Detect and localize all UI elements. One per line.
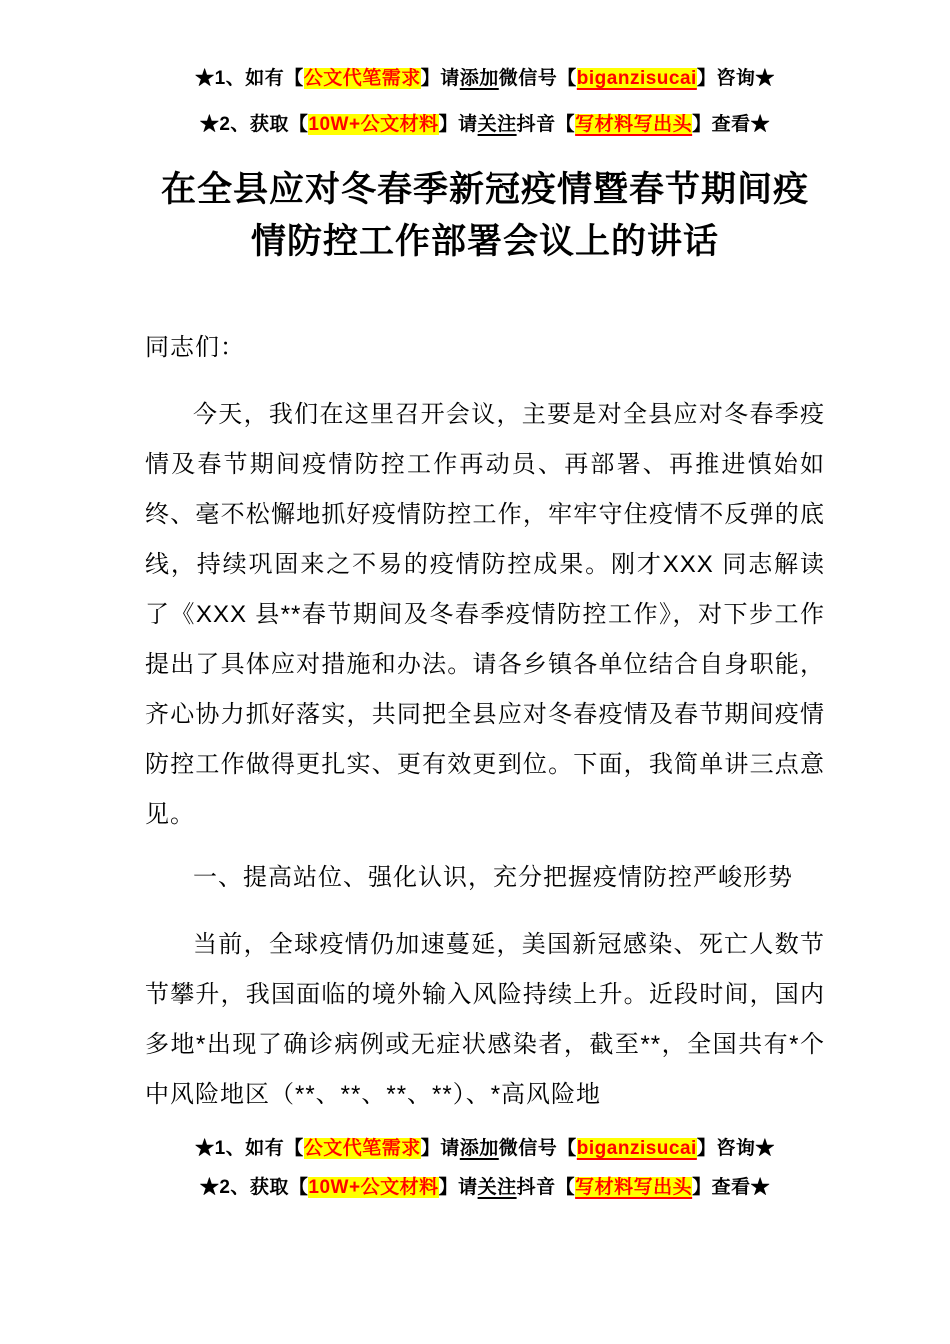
notice-text: 微信号【 xyxy=(498,68,577,89)
document-content xyxy=(145,66,825,1201)
notice-text: 】查看★ xyxy=(692,1177,771,1198)
notice-text: 】咨询★ xyxy=(696,1138,775,1159)
notice-text: 】查看★ xyxy=(692,114,771,135)
notice-text: 】请 xyxy=(438,1177,478,1198)
underlined-action: 添加 xyxy=(459,68,499,89)
header-notice-line-1 xyxy=(145,66,825,92)
wechat-id: biganzisucai xyxy=(576,68,697,89)
greeting: 同志们： xyxy=(145,334,245,361)
notice-text: 】请 xyxy=(420,68,460,89)
highlighted-keyword: 公文代笔需求 xyxy=(303,68,421,89)
douyin-id: 写材料写出头 xyxy=(575,1177,693,1198)
douyin-id: 写材料写出头 xyxy=(575,114,693,135)
footer-notice-line-2 xyxy=(145,1175,825,1201)
notice-text: ★2、获取【 xyxy=(199,114,309,135)
header-notice-line-2 xyxy=(145,112,825,138)
header-notices xyxy=(145,66,825,138)
notice-text: 抖音【 xyxy=(516,1177,576,1198)
notice-text: 】请 xyxy=(420,1138,460,1159)
footer-notice-line-1 xyxy=(145,1136,825,1162)
paragraph: 当前，全球疫情仍加速蔓延，美国新冠感染、死亡人数节节攀升，我国面临的境外输入风险持续上升。近段时间，国内多地*出现了确诊病例或无症状感染者，截至**，全国共有*个中风险地区（**、**、**、**）、*高风险地 xyxy=(145,931,825,1108)
wechat-id: biganzisucai xyxy=(576,1138,697,1159)
paragraph: 今天，我们在这里召开会议，主要是对全县应对冬春季疫情及春节期间疫情防控工作再动员、再部署、再推进慎始如终、毫不松懈地抓好疫情防控工作，牢牢守住疫情不反弹的底线，持续巩固来之不易的疫情防控成果。刚才XXX 同志解读了《XXX 县**春节期间及冬春季疫情防控工作》，对下步工作提出了具体应对措施和办法。请各乡镇各单位结合自身职能，齐心协力抓好落实，共同把全县应对冬春疫情及春节期间疫情防控工作做得更扎实、更有效更到位。下面，我简单讲三点意见。 xyxy=(145,401,825,828)
underlined-action: 关注 xyxy=(477,1177,517,1198)
document-title: 在全县应对冬春季新冠疫情暨春节期间疫情防控工作部署会议上的讲话 xyxy=(160,170,809,261)
notice-text: ★1、如有【 xyxy=(195,1138,304,1159)
highlighted-keyword: 10W+公文材料 xyxy=(308,114,439,135)
notice-text: 微信号【 xyxy=(498,1138,577,1159)
highlighted-keyword: 公文代笔需求 xyxy=(303,1138,421,1159)
notice-text: 】请 xyxy=(438,114,478,135)
highlighted-keyword: 10W+公文材料 xyxy=(308,1177,439,1198)
section-heading-1: 一、提高站位、强化认识，充分把握疫情防控严峻形势 xyxy=(193,864,793,891)
notice-text: ★1、如有【 xyxy=(195,68,304,89)
notice-text: 】咨询★ xyxy=(696,68,775,89)
footer-notices xyxy=(145,1136,825,1201)
notice-text: 抖音【 xyxy=(516,114,576,135)
notice-text: ★2、获取【 xyxy=(199,1177,309,1198)
underlined-action: 关注 xyxy=(477,114,517,135)
underlined-action: 添加 xyxy=(459,1138,499,1159)
